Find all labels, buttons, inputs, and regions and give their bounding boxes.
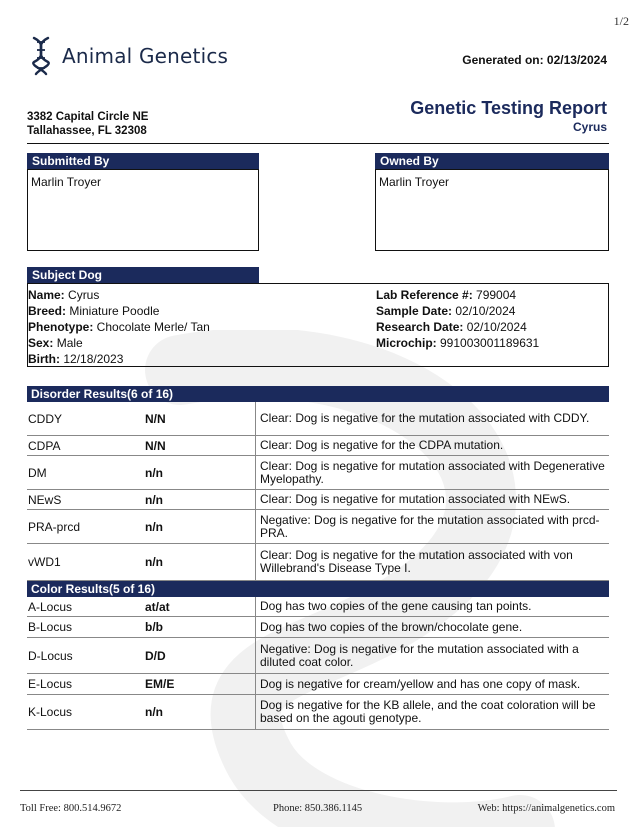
column-divider [255,597,256,616]
dna-helix-icon [30,36,52,76]
result-text: Dog is negative for cream/yellow and has one copy of mask. [260,676,581,691]
generated-date: Generated on: 02/13/2024 [462,53,607,67]
genotype: n/n [145,705,163,719]
brand-logo [30,36,228,76]
result-text: Clear: Dog is negative for the CDPA mutation. [260,438,504,452]
dog-birth-line: Birth: 12/18/2023 [28,352,124,366]
genotype: n/n [145,465,163,480]
header-divider [27,143,609,144]
test-name: CDPA [28,438,61,453]
test-name: B-Locus [28,620,73,634]
genotype: n/n [145,555,163,569]
test-name: K-Locus [28,705,73,719]
table-row [27,456,609,490]
research-date-line: Research Date: 02/10/2024 [376,320,527,334]
dog-name-line: Name: Cyrus [28,288,100,302]
footer-phone: Phone: 850.386.1145 [273,803,363,814]
test-name: PRA-prcd [28,519,81,534]
column-divider [255,456,256,489]
result-text: Clear: Dog is negative for mutation associated with Degenerative Myelopathy. [260,458,605,486]
subject-dog-header: Subject Dog [27,267,259,283]
genotype: b/b [145,620,163,634]
table-row [27,544,609,581]
result-text: Clear: Dog is negative for the mutation associated with CDDY. [260,411,590,425]
dog-sex-line: Sex: Male [28,336,83,350]
page-number: 1/2 [613,14,629,28]
genotype: n/n [145,519,163,534]
column-divider [255,402,256,435]
table-row [27,597,609,617]
genotype: EM/E [145,677,175,691]
brand-name: Animal Genetics [62,44,229,68]
table-row [27,638,609,674]
genotype: n/n [145,492,163,507]
genotype: N/N [145,438,166,453]
column-divider [255,544,256,580]
report-title: Genetic Testing Report [410,98,607,118]
submitted-by-value: Marlin Troyer [31,175,102,189]
column-divider [255,638,256,673]
column-divider [255,617,256,637]
disorder-results-title: Disorder Results(6 of 16) [31,387,174,401]
genotype: at/at [145,599,170,614]
lab-address [27,110,148,138]
test-name: E-Locus [28,677,73,691]
genotype: D/D [145,648,166,663]
table-row [27,674,609,695]
submitted-by-header: Submitted By [27,153,259,169]
genotype: N/N [145,411,166,426]
column-divider [255,436,256,455]
column-divider [255,490,256,509]
test-name: A-Locus [28,599,73,614]
lab-reference-line: Lab Reference #: 799004 [376,288,517,302]
result-text: Negative: Dog is negative for the mutation associated with a diluted coat color. [260,641,579,669]
table-row [27,402,609,436]
table-row [27,695,609,730]
address-line-1: 3382 Capital Circle NE [27,111,149,123]
disorder-results-header [27,386,609,402]
table-row [27,617,609,638]
color-results-title: Color Results(5 of 16) [31,582,156,596]
result-text: Dog has two copies of the brown/chocolate gene. [260,619,523,634]
test-name: vWD1 [28,555,61,569]
dog-breed-line: Breed: Miniature Poodle [28,304,160,318]
result-text: Clear: Dog is negative for mutation associated with NEwS. [260,492,571,506]
result-text: Clear: Dog is negative for the mutation associated with von Willebrand's Disease Type I. [260,548,573,575]
report-dog-name: Cyrus [572,120,607,134]
owned-by-value: Marlin Troyer [379,175,450,189]
sample-date-line: Sample Date: 02/10/2024 [376,304,516,318]
table-row [27,510,609,544]
footer-web-link[interactable]: Web: https://animalgenetics.com [477,803,615,814]
test-name: NEwS [28,492,62,507]
test-name: CDDY [28,411,63,426]
table-row [27,436,609,456]
owned-by-header: Owned By [375,153,609,169]
footer-divider [20,790,617,791]
column-divider [255,510,256,543]
color-results-header [27,581,609,597]
dog-phenotype-line: Phenotype: Chocolate Merle/ Tan [28,320,210,334]
microchip-line: Microchip: 991003001189631 [376,336,540,350]
result-text: Dog is negative for the KB allele, and the coat coloration will be based on the agouti genotype. [260,698,596,725]
test-name: D-Locus [28,648,73,663]
test-name: DM [28,465,47,480]
address-line-2: Tallahassee, FL 32308 [27,125,147,137]
result-text: Negative: Dog is negative for the mutation associated with prcd-PRA. [260,512,600,540]
table-row [27,490,609,510]
result-text: Dog has two copies of the gene causing tan points. [260,599,532,613]
column-divider [255,695,256,729]
column-divider [255,674,256,694]
footer-toll-free: Toll Free: 800.514.9672 [20,803,122,814]
